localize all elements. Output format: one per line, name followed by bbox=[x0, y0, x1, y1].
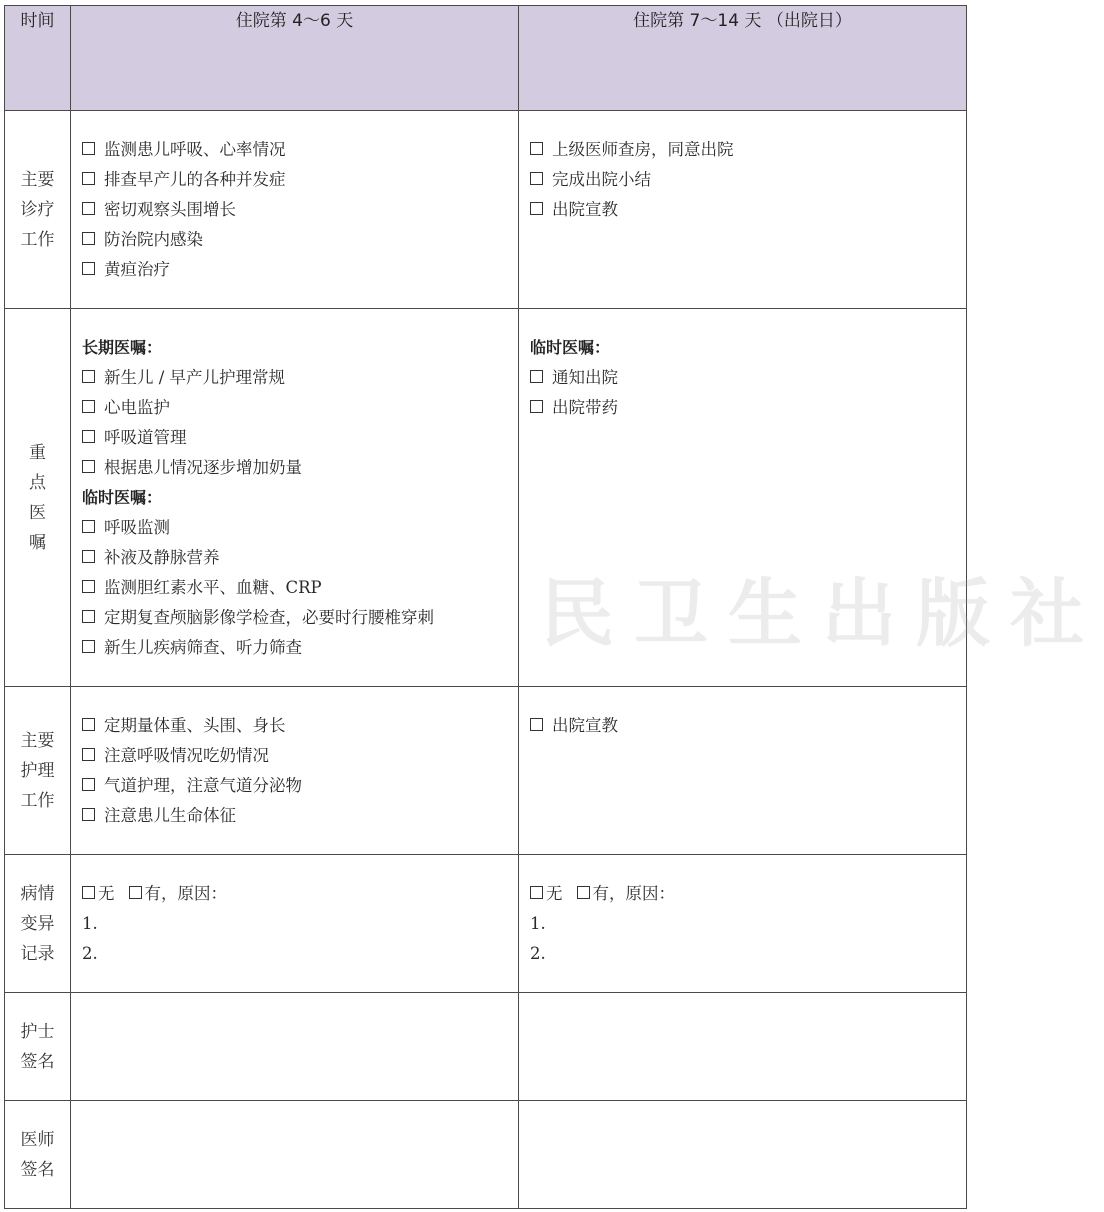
temporary-orders-title: 临时医嘱： bbox=[82, 488, 163, 507]
checkbox-icon[interactable] bbox=[530, 370, 543, 383]
checkbox-icon[interactable] bbox=[82, 886, 95, 899]
checklist-item[interactable]: 出院宣教 bbox=[530, 195, 966, 225]
checkbox-icon[interactable] bbox=[82, 232, 95, 245]
checkbox-icon[interactable] bbox=[82, 202, 95, 215]
row-label-doctor-signature: 医师 签名 bbox=[5, 1101, 71, 1209]
header-time: 时间 bbox=[5, 6, 71, 111]
checklist-item[interactable]: 注意患儿生命体征 bbox=[82, 801, 518, 831]
row-label-nursing: 主要 护理 工作 bbox=[5, 687, 71, 855]
variation-yes-option[interactable]: 有，原因： bbox=[577, 879, 676, 909]
publisher-watermark: 民卫生出版社 bbox=[540, 571, 1104, 657]
checkbox-icon[interactable] bbox=[82, 262, 95, 275]
nurse-signature-day4-6[interactable] bbox=[71, 993, 519, 1101]
variation-no-option[interactable]: 无 bbox=[82, 879, 115, 909]
checkbox-icon[interactable] bbox=[82, 172, 95, 185]
variation-item-1[interactable]: 1. bbox=[82, 914, 98, 933]
variation-options bbox=[82, 879, 518, 909]
checkbox-icon[interactable] bbox=[82, 400, 95, 413]
row-label-variation: 病情 变异 记录 bbox=[5, 855, 71, 993]
checklist-item[interactable]: 呼吸监测 bbox=[82, 513, 518, 543]
doctor-signature-day7-14[interactable] bbox=[519, 1101, 967, 1209]
variation-options bbox=[530, 879, 966, 909]
orders-day7-14 bbox=[519, 309, 967, 687]
checklist-item[interactable]: 通知出院 bbox=[530, 363, 966, 393]
diagnosis-day4-6 bbox=[71, 111, 519, 309]
nursing-day4-6 bbox=[71, 687, 519, 855]
checklist-item[interactable]: 完成出院小结 bbox=[530, 165, 966, 195]
checkbox-icon[interactable] bbox=[82, 718, 95, 731]
row-variation bbox=[5, 855, 967, 993]
variation-no-option[interactable]: 无 bbox=[530, 879, 563, 909]
clinical-pathway-table bbox=[4, 5, 967, 1209]
checklist-item[interactable]: 补液及静脉营养 bbox=[82, 543, 518, 573]
checklist-item[interactable]: 上级医师查房，同意出院 bbox=[530, 135, 966, 165]
header-row bbox=[5, 6, 967, 111]
checklist-item[interactable]: 注意呼吸情况吃奶情况 bbox=[82, 741, 518, 771]
checklist-item[interactable]: 根据患儿情况逐步增加奶量 bbox=[82, 453, 518, 483]
checkbox-icon[interactable] bbox=[530, 142, 543, 155]
row-label-diagnosis: 主要 诊疗 工作 bbox=[5, 111, 71, 309]
checklist-item[interactable]: 气道护理，注意气道分泌物 bbox=[82, 771, 518, 801]
nursing-day7-14 bbox=[519, 687, 967, 855]
checkbox-icon[interactable] bbox=[82, 748, 95, 761]
header-day7-14-title: 住院第 7～14 天 bbox=[633, 11, 762, 31]
row-nurse-signature bbox=[5, 993, 967, 1101]
checkbox-icon[interactable] bbox=[82, 640, 95, 653]
checklist-item[interactable]: 新生儿 / 早产儿护理常规 bbox=[82, 363, 518, 393]
checkbox-icon[interactable] bbox=[82, 430, 95, 443]
checkbox-icon[interactable] bbox=[530, 202, 543, 215]
checklist-item[interactable]: 新生儿疾病筛查、听力筛查 bbox=[82, 633, 518, 663]
checkbox-icon[interactable] bbox=[530, 718, 543, 731]
header-day4-6: 住院第 4～6 天 bbox=[71, 6, 519, 111]
checkbox-icon[interactable] bbox=[530, 400, 543, 413]
header-discharge-day: （出院日） bbox=[766, 11, 852, 31]
orders-day4-6 bbox=[71, 309, 519, 687]
variation-day7-14 bbox=[519, 855, 967, 993]
variation-yes-option[interactable]: 有，原因： bbox=[129, 879, 228, 909]
checkbox-icon[interactable] bbox=[82, 808, 95, 821]
checklist-item[interactable]: 定期复查颅脑影像学检查，必要时行腰椎穿刺 bbox=[82, 603, 518, 633]
checklist-item[interactable]: 监测胆红素水平、血糖、CRP bbox=[82, 573, 518, 603]
nurse-signature-day7-14[interactable] bbox=[519, 993, 967, 1101]
checklist-item[interactable]: 出院宣教 bbox=[530, 711, 966, 741]
checkbox-icon[interactable] bbox=[82, 370, 95, 383]
checkbox-icon[interactable] bbox=[530, 172, 543, 185]
checklist-item[interactable]: 密切观察头围增长 bbox=[82, 195, 518, 225]
row-label-nurse-signature: 护士 签名 bbox=[5, 993, 71, 1101]
variation-item-1[interactable]: 1. bbox=[530, 914, 546, 933]
row-doctor-signature bbox=[5, 1101, 967, 1209]
checkbox-icon[interactable] bbox=[577, 886, 590, 899]
row-nursing bbox=[5, 687, 967, 855]
checkbox-icon[interactable] bbox=[82, 460, 95, 473]
row-diagnosis bbox=[5, 111, 967, 309]
header-day7-14 bbox=[519, 6, 967, 111]
long-term-orders-title: 长期医嘱： bbox=[82, 338, 163, 357]
checkbox-icon[interactable] bbox=[82, 580, 95, 593]
checklist-item[interactable]: 呼吸道管理 bbox=[82, 423, 518, 453]
variation-item-2[interactable]: 2. bbox=[82, 944, 98, 963]
temporary-orders-title: 临时医嘱： bbox=[530, 338, 611, 357]
checkbox-icon[interactable] bbox=[530, 886, 543, 899]
checkbox-icon[interactable] bbox=[82, 550, 95, 563]
diagnosis-day7-14 bbox=[519, 111, 967, 309]
variation-item-2[interactable]: 2. bbox=[530, 944, 546, 963]
checkbox-icon[interactable] bbox=[82, 778, 95, 791]
row-label-orders: 重 点 医 嘱 bbox=[5, 309, 71, 687]
checkbox-icon[interactable] bbox=[82, 610, 95, 623]
checklist-item[interactable]: 定期量体重、头围、身长 bbox=[82, 711, 518, 741]
row-orders bbox=[5, 309, 967, 687]
checklist-item[interactable]: 出院带药 bbox=[530, 393, 966, 423]
checklist-item[interactable]: 排查早产儿的各种并发症 bbox=[82, 165, 518, 195]
checkbox-icon[interactable] bbox=[82, 520, 95, 533]
doctor-signature-day4-6[interactable] bbox=[71, 1101, 519, 1209]
checklist-item[interactable]: 防治院内感染 bbox=[82, 225, 518, 255]
checklist-item[interactable]: 监测患儿呼吸、心率情况 bbox=[82, 135, 518, 165]
checklist-item[interactable]: 心电监护 bbox=[82, 393, 518, 423]
checklist-item[interactable]: 黄疸治疗 bbox=[82, 255, 518, 285]
checkbox-icon[interactable] bbox=[129, 886, 142, 899]
checkbox-icon[interactable] bbox=[82, 142, 95, 155]
variation-day4-6 bbox=[71, 855, 519, 993]
